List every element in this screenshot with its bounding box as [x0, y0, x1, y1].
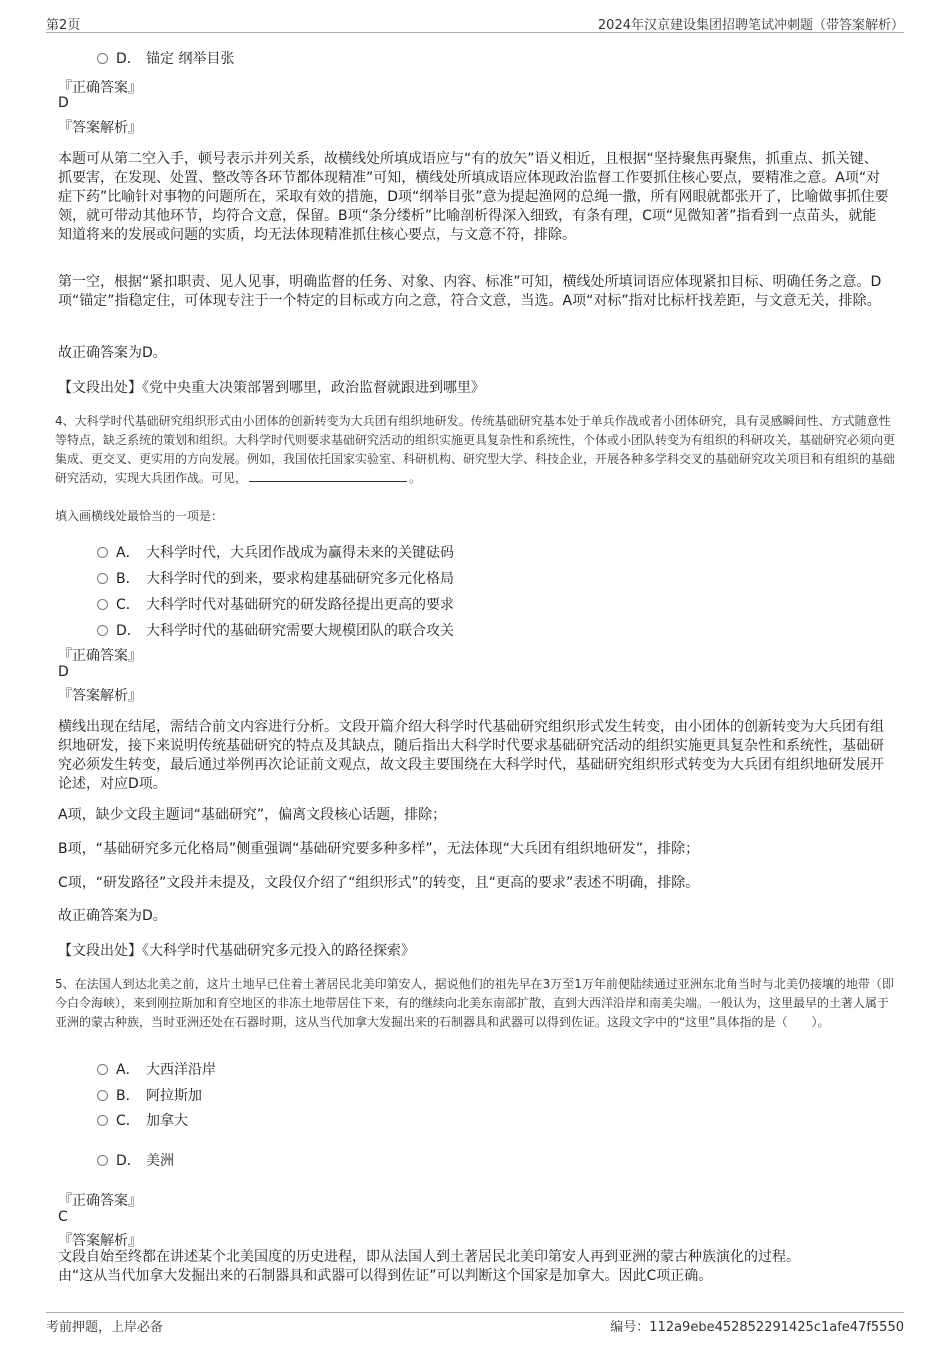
q4-option-b[interactable]: B． 大科学时代的到来，要求构建基础研究多元化格局 — [97, 568, 454, 588]
q4-analysis-label: 『答案解析』 — [58, 688, 142, 704]
q4-answer: D — [58, 664, 69, 680]
q3-analysis-p2: 第一空，根据“紧扣职责、见人见事，明确监督的任务、对象、内容、标准”可知，横线处所填词语应体现紧扣目标、明确任务之意。D项“锚定”指稳定住，可体现专注于一个特定的目标或方向之意，符合文意，当选。A项“对标”指对比标杆找差距，与文意无关，排除。 — [58, 274, 882, 309]
q3-analysis-p1: 本题可从第二空入手，顿号表示并列关系，故横线处所填成语应与“有的放矢”语义相近，且根据“坚持聚焦再聚焦，抓重点、抓关键、抓要害，在发现、处置、整改等各环节都体现精准”可知，横线处所填成语应体现政治监督工作要抓住核心要点，要精准之意。A项“对症下药”比喻针对事物的问题所在，采取有效的措施，D项“纲举目张”意为提起渔网的总绳一撒，所有网眼就都张开了，比喻做事抓住要领，就可带动其他环节，均符合文意，保留。B项“条分缕析”比喻剖析得深入细致，有条有理，C项“见微知著”指看到一点苗头，就能知道将来的发展或问题的实质，均无法体现精准抓住核心要点，与文意不符，排除。 — [58, 151, 889, 243]
q3-answer: D — [58, 95, 69, 111]
radio-icon[interactable] — [97, 1090, 108, 1101]
document-serial: 编号：112a9ebe452852291425c1afe47f5550 — [610, 1320, 904, 1335]
q5-option-b[interactable]: B． 阿拉斯加 — [97, 1085, 202, 1105]
radio-icon[interactable] — [97, 1155, 108, 1166]
radio-icon[interactable] — [97, 573, 108, 584]
q5-analysis-p1: 文段自始至终都在讲述某个北美国度的历史进程，即从法国人到土著居民北美印第安人再到亚洲的蒙古种族演化的过程。 — [58, 1249, 800, 1265]
q4-prompt: 填入画横线处最恰当的一项是： — [55, 509, 224, 523]
page-footer — [46, 1312, 904, 1337]
document-title: 2024年汉京建设集团招聘笔试冲刺题（带答案解析） — [597, 18, 904, 33]
q4-source: 【文段出处】《大科学时代基础研究多元投入的路径探索》 — [58, 943, 415, 959]
q5-option-d[interactable]: D． 美洲 — [97, 1150, 174, 1170]
radio-icon[interactable] — [97, 53, 108, 64]
q5-stem: 5、在法国人到达北美之前，这片土地早已住着土著居民北美印第安人，据说他们的祖先早在3万至1万年前便陆续通过亚洲东北角当时与北美仍接壤的地带（即今白令海峡），来到刚拉斯加和育空地区的非冻土地带居住下来，有的继续向北美东南部扩散，直到大西洋沿岸和南美尖端。一般认为，这里最早的土著人属于亚洲的蒙古种族，当时亚洲还处在石器时期，这从当代加拿大发掘出来的石制器具和武器可以得到佐证。这段文字中的“这里”具体指的是（ ）。 — [55, 977, 894, 1029]
q5-option-c[interactable]: C． 加拿大 — [97, 1110, 188, 1130]
q4-analysis-a: A项，缺少文段主题词“基础研究”，偏离文段核心话题，排除； — [58, 807, 447, 823]
q4-option-a[interactable]: A． 大科学时代，大兵团作战成为赢得未来的关键砝码 — [97, 542, 454, 562]
radio-icon[interactable] — [97, 599, 108, 610]
q4-analysis-c: C项，“研发路径”文段并未提及，文段仅介绍了“组织形式”的转变，且“更高的要求”表述不明确，排除。 — [58, 875, 700, 891]
q5-option-a[interactable]: A． 大西洋沿岸 — [97, 1059, 216, 1079]
radio-icon[interactable] — [97, 547, 108, 558]
q4-conclusion: 故正确答案为D。 — [58, 908, 167, 924]
q4-option-d[interactable]: D． 大科学时代的基础研究需要大规模团队的联合攻关 — [97, 620, 454, 640]
q4-option-c[interactable]: C． 大科学时代对基础研究的研发路径提出更高的要求 — [97, 594, 454, 614]
radio-icon[interactable] — [97, 625, 108, 636]
q3-analysis-label: 『答案解析』 — [58, 120, 142, 136]
q3-source: 【文段出处】《党中央重大决策部署到哪里，政治监督就跟进到哪里》 — [58, 380, 485, 396]
radio-icon[interactable] — [97, 1115, 108, 1126]
page-header — [46, 12, 904, 33]
q5-analysis-p2: 由“这从当代加拿大发掘出来的石制器具和武器可以得到佐证”可以判断这个国家是加拿大。因此C项正确。 — [58, 1268, 713, 1284]
q3-option-d[interactable]: D． 锚定 纲举目张 — [97, 48, 234, 68]
radio-icon[interactable] — [97, 1064, 108, 1075]
q4-answer-label: 『正确答案』 — [58, 648, 142, 664]
q3-answer-label: 『正确答案』 — [58, 80, 142, 96]
footer-note: 考前押题，上岸必备 — [46, 1320, 164, 1335]
q4-analysis-b: B项，“基础研究多元化格局”侧重强调“基础研究要多种多样”，无法体现“大兵团有组织地研发”，排除； — [58, 841, 700, 857]
page-number: 第2页 — [46, 18, 81, 33]
answer-blank — [249, 469, 407, 482]
q5-answer: C — [58, 1209, 68, 1225]
q5-answer-label: 『正确答案』 — [58, 1193, 142, 1209]
q4-stem: 4、大科学时代基础研究组织形式由小团体的创新转变为大兵团有组织地研发。传统基础研究基本处于单兵作战或者小团体研究，具有灵感瞬间性、方式随意性等特点，缺乏系统的策划和组织。大科学时代则要求基础研究活动的组织实施更具复杂性和系统性，个体或小团队转变为有组织的科研攻关，基础研究必须向更集成、更交叉、更实用的方向发展。例如，我国依托国家实验室、科研机构、研究型大学、科技企业，开展各种多学科交叉的基础研究攻关项目和有组织的基础研究活动，实现大兵团作战。可见， 。 — [55, 414, 896, 485]
q4-analysis-p1: 横线出现在结尾，需结合前文内容进行分析。文段开篇介绍大科学时代基础研究组织形式发生转变，由小团体的创新转变为大兵团有组织地研发，接下来说明传统基础研究的特点及其缺点，随后指出大科学时代要求基础研究活动的组织实施更具复杂性和系统性，基础研究必须发生转变，最后通过举例再次论证前文观点，故文段主要围绕在大科学时代，基础研究组织形式转变为大兵团有组织地研发展开论述，对应D项。 — [58, 719, 884, 792]
q3-conclusion: 故正确答案为D。 — [58, 345, 167, 361]
q5-analysis-label: 『答案解析』 — [58, 1233, 142, 1249]
